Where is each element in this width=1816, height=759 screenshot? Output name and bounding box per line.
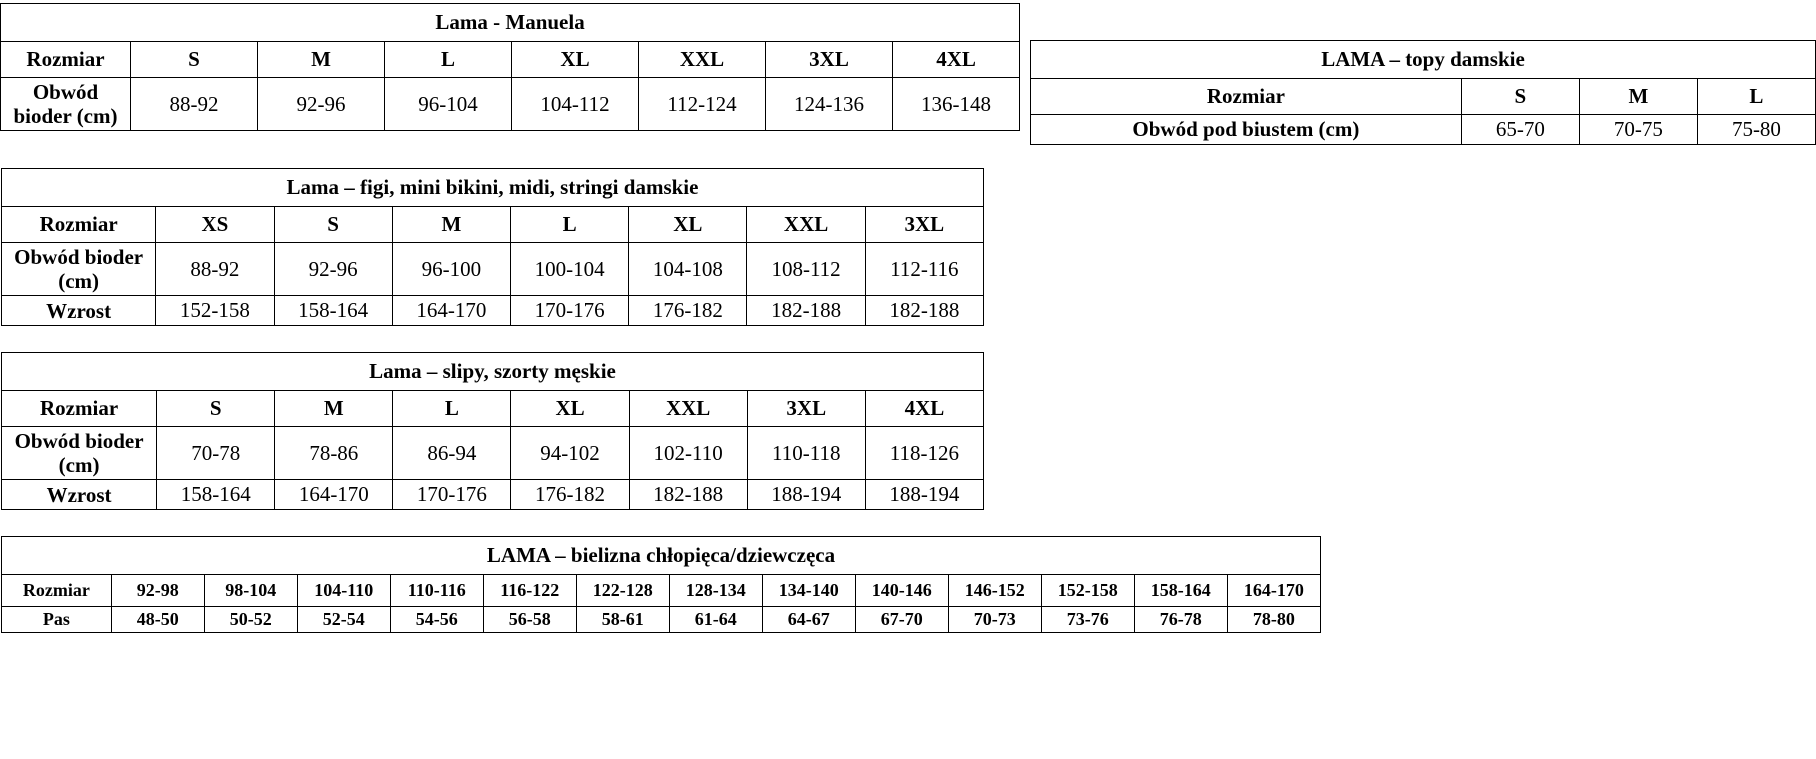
table-cell: 158-164 bbox=[157, 480, 275, 510]
table-cell: 96-100 bbox=[392, 243, 510, 296]
column-header: L bbox=[1697, 79, 1815, 115]
table-cell: 70-75 bbox=[1579, 115, 1697, 145]
table-cell: 48-50 bbox=[111, 607, 204, 633]
table-row bbox=[1031, 115, 1816, 145]
table-cell: 96-104 bbox=[385, 78, 512, 131]
table-cell: 176-182 bbox=[511, 480, 629, 510]
size-table-bielizna-dziecieca bbox=[1, 536, 1321, 633]
column-header: L bbox=[393, 391, 511, 427]
table-cell: 176-182 bbox=[629, 296, 747, 326]
column-header: 164-170 bbox=[1227, 575, 1320, 607]
table-cell: 182-188 bbox=[747, 296, 865, 326]
table-cell: 94-102 bbox=[511, 427, 629, 480]
table-title: Lama – figi, mini bikini, midi, stringi damskie bbox=[2, 169, 984, 207]
table-row bbox=[2, 480, 984, 510]
column-header: S bbox=[131, 42, 258, 78]
table-title: LAMA – bielizna chłopięca/dziewczęca bbox=[2, 537, 1321, 575]
column-header: XL bbox=[629, 207, 747, 243]
table-cell: 110-118 bbox=[747, 427, 865, 480]
table-cell: 73-76 bbox=[1041, 607, 1134, 633]
column-header: 146-152 bbox=[948, 575, 1041, 607]
table-title: Lama – slipy, szorty męskie bbox=[2, 353, 984, 391]
column-header: Rozmiar bbox=[1031, 79, 1462, 115]
table-cell: 170-176 bbox=[511, 296, 629, 326]
column-header: M bbox=[258, 42, 385, 78]
row-label: Obwód bioder (cm) bbox=[2, 427, 157, 480]
table-title-row bbox=[2, 169, 984, 207]
table-cell: 104-108 bbox=[629, 243, 747, 296]
table-cell: 50-52 bbox=[204, 607, 297, 633]
table-header-row bbox=[2, 575, 1321, 607]
table-cell: 75-80 bbox=[1697, 115, 1815, 145]
table-cell: 64-67 bbox=[762, 607, 855, 633]
column-header: Rozmiar bbox=[2, 575, 112, 607]
column-header: L bbox=[385, 42, 512, 78]
row-label: Wzrost bbox=[2, 296, 156, 326]
table-cell: 152-158 bbox=[156, 296, 274, 326]
table-header-row bbox=[2, 391, 984, 427]
column-header: 92-98 bbox=[111, 575, 204, 607]
column-header: 122-128 bbox=[576, 575, 669, 607]
column-header: 128-134 bbox=[669, 575, 762, 607]
column-header: XL bbox=[512, 42, 639, 78]
table-cell: 170-176 bbox=[393, 480, 511, 510]
column-header: 4XL bbox=[893, 42, 1020, 78]
table-cell: 54-56 bbox=[390, 607, 483, 633]
table-cell: 78-86 bbox=[275, 427, 393, 480]
table-cell: 56-58 bbox=[483, 607, 576, 633]
table-cell: 124-136 bbox=[766, 78, 893, 131]
table-cell: 136-148 bbox=[893, 78, 1020, 131]
size-table-topy-damskie bbox=[1030, 40, 1816, 145]
table-title-row bbox=[2, 353, 984, 391]
size-table-figi-damskie bbox=[1, 168, 984, 326]
table-cell: 52-54 bbox=[297, 607, 390, 633]
column-header: 140-146 bbox=[855, 575, 948, 607]
table-cell: 78-80 bbox=[1227, 607, 1320, 633]
size-table-manuela bbox=[0, 3, 1020, 131]
table-row bbox=[2, 296, 984, 326]
column-header: M bbox=[275, 391, 393, 427]
table-cell: 164-170 bbox=[275, 480, 393, 510]
table-cell: 182-188 bbox=[865, 296, 983, 326]
table-cell: 118-126 bbox=[865, 427, 983, 480]
column-header: Rozmiar bbox=[1, 42, 131, 78]
row-label: Obwód bioder (cm) bbox=[1, 78, 131, 131]
column-header: S bbox=[1461, 79, 1579, 115]
column-header: 110-116 bbox=[390, 575, 483, 607]
table-cell: 67-70 bbox=[855, 607, 948, 633]
table-row bbox=[1, 78, 1020, 131]
table-cell: 100-104 bbox=[511, 243, 629, 296]
table-title-row bbox=[2, 537, 1321, 575]
table-cell: 158-164 bbox=[274, 296, 392, 326]
table-cell: 104-112 bbox=[512, 78, 639, 131]
table-header-row bbox=[1, 42, 1020, 78]
column-header: XXL bbox=[747, 207, 865, 243]
table-row bbox=[2, 427, 984, 480]
table-cell: 188-194 bbox=[747, 480, 865, 510]
table-cell: 76-78 bbox=[1134, 607, 1227, 633]
table-title: Lama - Manuela bbox=[1, 4, 1020, 42]
column-header: XXL bbox=[629, 391, 747, 427]
table-cell: 112-116 bbox=[865, 243, 983, 296]
column-header: 104-110 bbox=[297, 575, 390, 607]
table-cell: 102-110 bbox=[629, 427, 747, 480]
column-header: 134-140 bbox=[762, 575, 855, 607]
column-header: 3XL bbox=[865, 207, 983, 243]
row-label: Wzrost bbox=[2, 480, 157, 510]
column-header: 158-164 bbox=[1134, 575, 1227, 607]
table-cell: 65-70 bbox=[1461, 115, 1579, 145]
column-header: XS bbox=[156, 207, 274, 243]
table-cell: 61-64 bbox=[669, 607, 762, 633]
column-header: XXL bbox=[639, 42, 766, 78]
table-title: LAMA – topy damskie bbox=[1031, 41, 1816, 79]
column-header: Rozmiar bbox=[2, 207, 156, 243]
table-cell: 164-170 bbox=[392, 296, 510, 326]
table-cell: 112-124 bbox=[639, 78, 766, 131]
table-title-row bbox=[1031, 41, 1816, 79]
table-row bbox=[2, 607, 1321, 633]
table-cell: 108-112 bbox=[747, 243, 865, 296]
row-label: Obwód bioder (cm) bbox=[2, 243, 156, 296]
column-header: L bbox=[511, 207, 629, 243]
table-header-row bbox=[2, 207, 984, 243]
column-header: 3XL bbox=[766, 42, 893, 78]
column-header: Rozmiar bbox=[2, 391, 157, 427]
column-header: 3XL bbox=[747, 391, 865, 427]
column-header: 116-122 bbox=[483, 575, 576, 607]
table-row bbox=[2, 243, 984, 296]
table-cell: 188-194 bbox=[865, 480, 983, 510]
column-header: M bbox=[1579, 79, 1697, 115]
table-cell: 58-61 bbox=[576, 607, 669, 633]
column-header: 4XL bbox=[865, 391, 983, 427]
size-table-slipy-meskie bbox=[1, 352, 984, 510]
column-header: M bbox=[392, 207, 510, 243]
column-header: S bbox=[157, 391, 275, 427]
column-header: S bbox=[274, 207, 392, 243]
table-cell: 92-96 bbox=[274, 243, 392, 296]
table-cell: 70-78 bbox=[157, 427, 275, 480]
table-header-row bbox=[1031, 79, 1816, 115]
table-title-row bbox=[1, 4, 1020, 42]
row-label: Obwód pod biustem (cm) bbox=[1031, 115, 1462, 145]
table-cell: 92-96 bbox=[258, 78, 385, 131]
column-header: XL bbox=[511, 391, 629, 427]
column-header: 98-104 bbox=[204, 575, 297, 607]
row-label: Pas bbox=[2, 607, 112, 633]
table-cell: 182-188 bbox=[629, 480, 747, 510]
table-cell: 70-73 bbox=[948, 607, 1041, 633]
column-header: 152-158 bbox=[1041, 575, 1134, 607]
table-cell: 86-94 bbox=[393, 427, 511, 480]
table-cell: 88-92 bbox=[156, 243, 274, 296]
table-cell: 88-92 bbox=[131, 78, 258, 131]
